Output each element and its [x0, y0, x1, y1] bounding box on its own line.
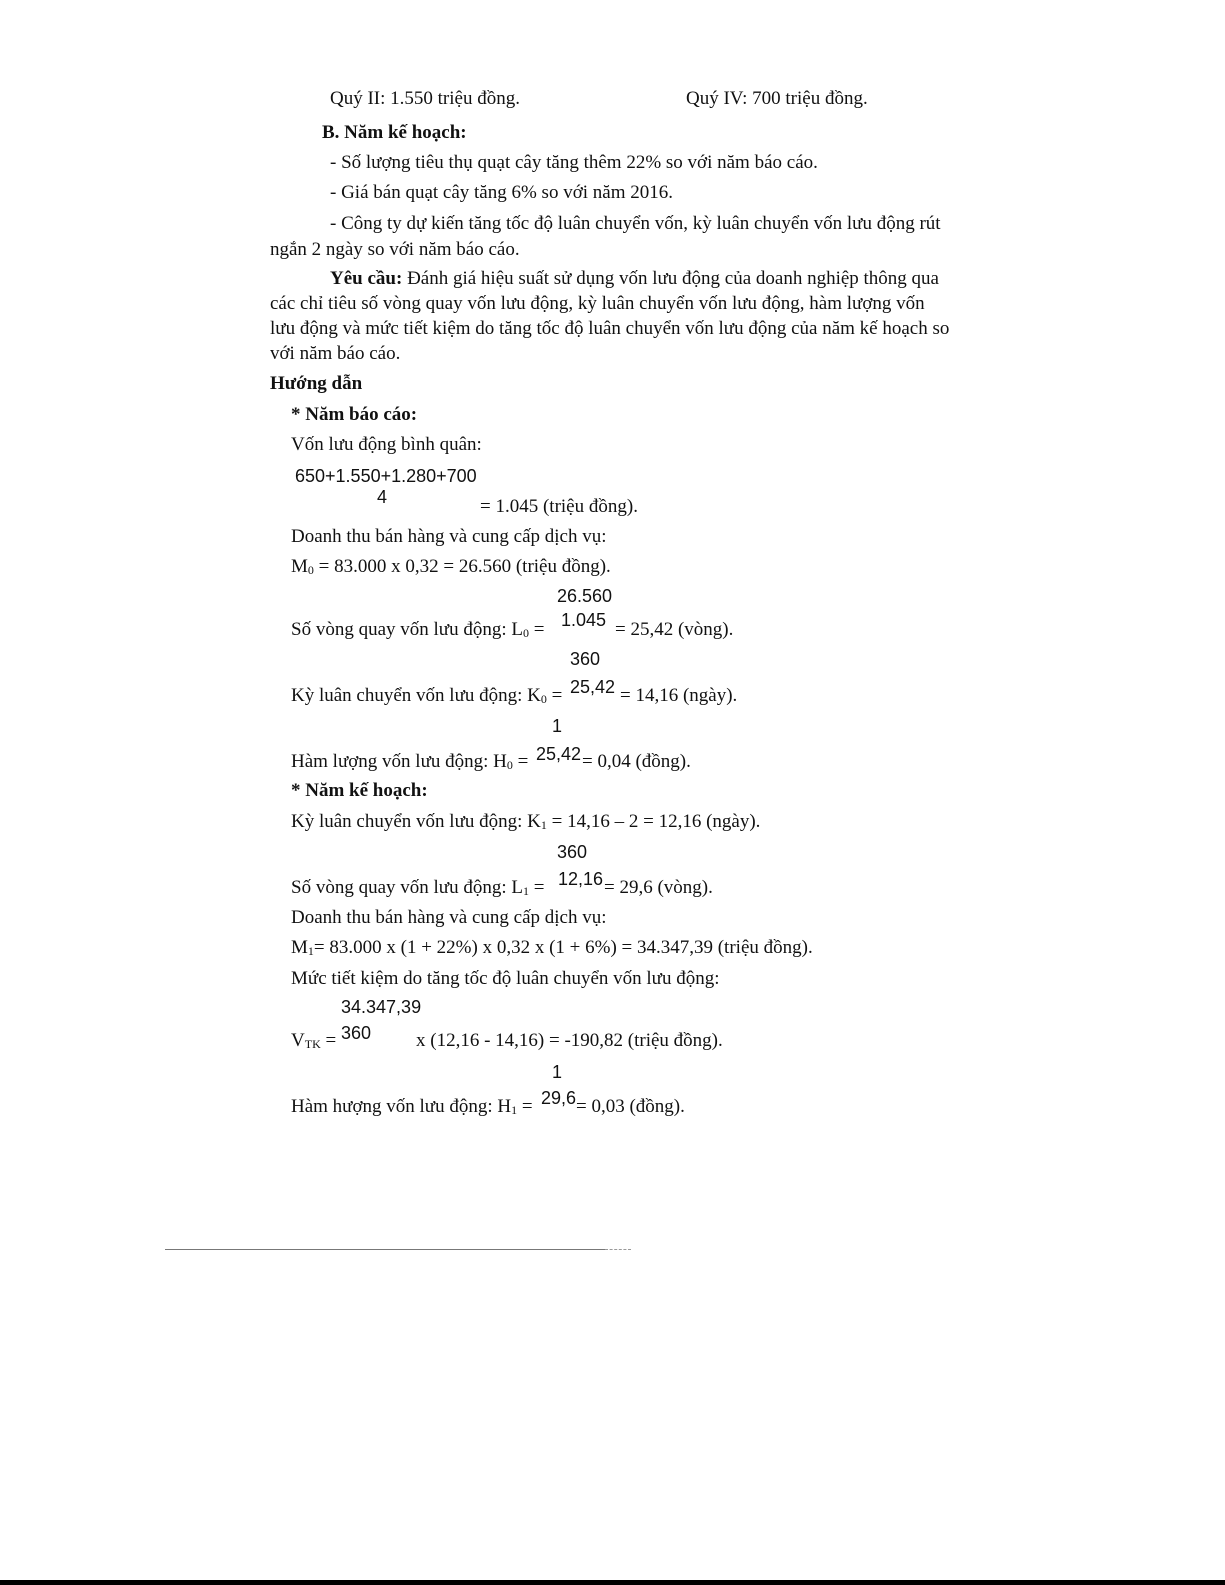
k0-denominator: 25,42 [570, 677, 616, 697]
l0-label: Số vòng quay vốn lưu động: $L_0$ = [291, 619, 545, 640]
footnote-divider-dash [605, 1249, 631, 1250]
h1-denominator: 29,6 [541, 1088, 577, 1108]
k0-label: Kỳ luân chuyển vốn lưu động: $K_0$ = [291, 685, 563, 706]
footnote-divider [165, 1249, 605, 1250]
plan-header: B. Năm kế hoạch: [322, 122, 467, 143]
l0-denominator: 1.045 [561, 610, 607, 630]
vtk-result: x (12,16 - 14,16) = -190,82 (triệu đồng). [416, 1030, 723, 1051]
l0-result: = 25,42 (vòng). [615, 619, 734, 640]
quarter-2-text: Quý II: 1.550 triệu đồng. [330, 88, 520, 109]
vtk-numerator: 34.347,39 [341, 997, 422, 1017]
plan-item: - Số lượng tiêu thụ quạt cây tăng thêm 22% so với năm báo cáo. [330, 152, 818, 173]
h0-label: Hàm lượng vốn lưu động: $H_0$ = [291, 751, 529, 772]
h0-result: = 0,04 (đồng). [582, 751, 691, 772]
plan-year-header: * Năm kế hoạch: [291, 780, 428, 801]
l1-result: = 29,6 (vòng). [604, 877, 713, 898]
k0-result: = 14,16 (ngày). [620, 685, 738, 706]
requirement-line: lưu động và mức tiết kiệm do tăng tốc độ luân chuyển vốn lưu động của năm kế hoạch so [270, 318, 950, 339]
l1-numerator: 360 [557, 842, 588, 862]
revenue-label-plan: Doanh thu bán hàng và cung cấp dịch vụ: [291, 907, 607, 928]
k0-numerator: 360 [570, 649, 601, 669]
k1-formula: Kỳ luân chuyển vốn lưu động: $K_1 = 14,16 - 2 = 12,16$ (ngày). [291, 811, 761, 832]
h0-denominator: 25,42 [536, 744, 582, 764]
plan-item: - Công ty dự kiến tăng tốc độ luân chuyển vốn, kỳ luân chuyển vốn lưu động rút [330, 213, 941, 234]
vtk-denominator: 360 [341, 1023, 372, 1043]
requirement-line: các chỉ tiêu số vòng quay vốn lưu động, kỳ luân chuyển vốn lưu động, hàm lượng vốn [270, 293, 925, 314]
h0-numerator: 1 [552, 716, 563, 736]
guide-title: Hướng dẫn [270, 373, 363, 394]
saving-label: Mức tiết kiệm do tăng tốc độ luân chuyển vốn lưu động: [291, 968, 720, 989]
h1-label: Hàm hượng vốn lưu động: $H_1$ = [291, 1096, 533, 1117]
page-bottom-edge [0, 1580, 1225, 1585]
plan-item: - Giá bán quạt cây tăng 6% so với năm 2016. [330, 182, 673, 203]
h1-numerator: 1 [552, 1062, 563, 1082]
avg-capital-denominator: 4 [377, 487, 388, 507]
avg-capital-label: Vốn lưu động bình quân: [291, 434, 482, 455]
m0-formula: $M_0 = 83.000$ x 0,32 = 26.560 (triệu đồng). [291, 556, 611, 577]
m1-formula: $M_1= 83.000$ x (1 + 22%) x 0,32 x (1 + 6%) = 34.347,39 (triệu đồng). [291, 937, 813, 958]
vtk-label: $V_{TK}$ = [291, 1030, 337, 1051]
plan-item: ngắn 2 ngày so với năm báo cáo. [270, 239, 520, 260]
h1-result: = 0,03 (đồng). [576, 1096, 685, 1117]
revenue-label: Doanh thu bán hàng và cung cấp dịch vụ: [291, 526, 607, 547]
avg-capital-numerator: 650+1.550+1.280+700 [295, 466, 477, 486]
quarter-4-text: Quý IV: 700 triệu đồng. [686, 88, 868, 109]
avg-capital-result: = 1.045 (triệu đồng). [480, 496, 638, 517]
l0-numerator: 26.560 [557, 586, 613, 606]
l1-label: Số vòng quay vốn lưu động: $L_1$ = [291, 877, 545, 898]
l1-denominator: 12,16 [558, 869, 604, 889]
report-year-header: * Năm báo cáo: [291, 404, 418, 425]
requirement-line: với năm báo cáo. [270, 343, 401, 364]
requirement-line: Yêu cầu: Đánh giá hiệu suất sử dụng vốn lưu động của doanh nghiệp thông qua [330, 268, 939, 289]
